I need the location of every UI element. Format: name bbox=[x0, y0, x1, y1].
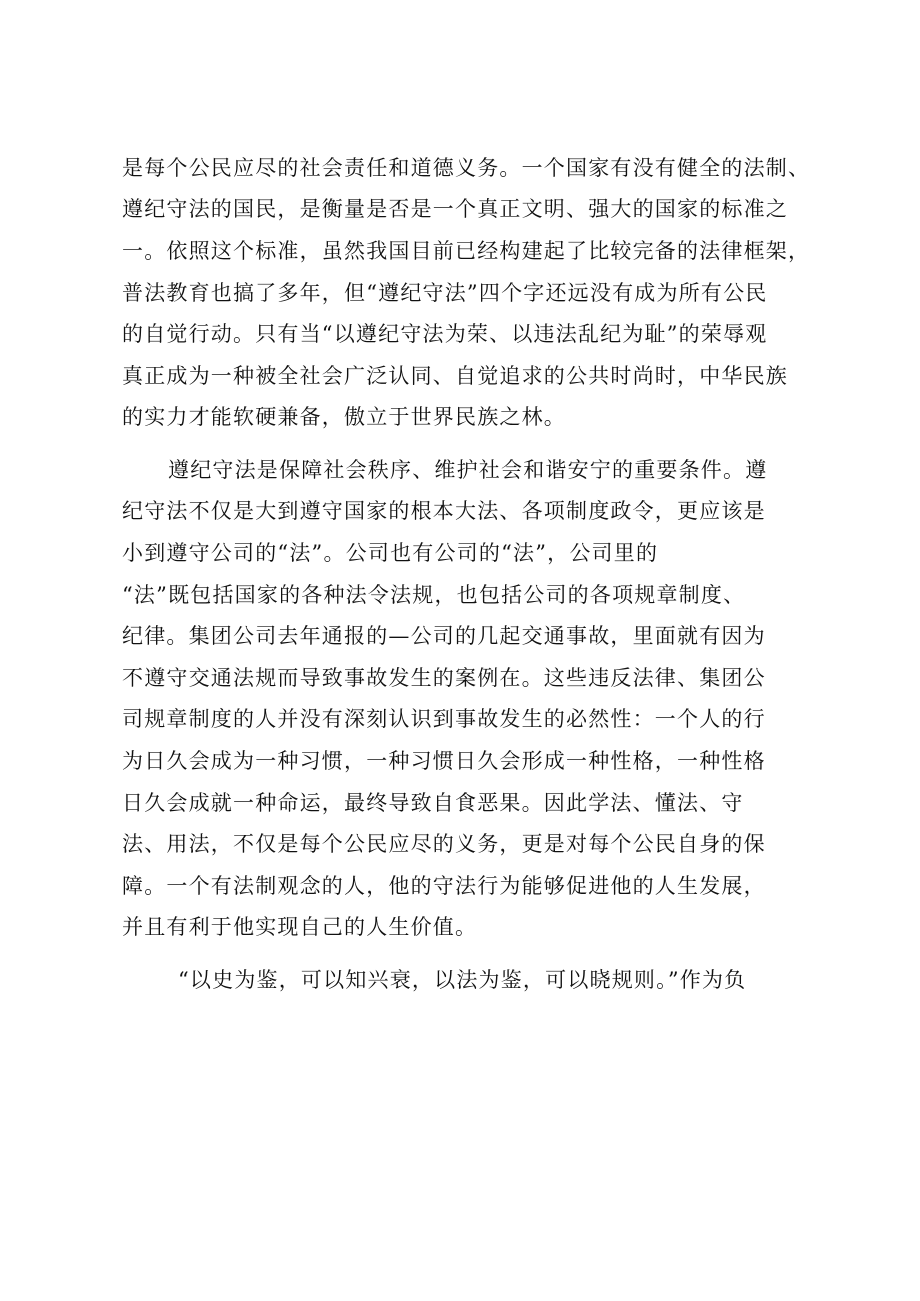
text-line: 小到遵守公司的“法”。公司也有公司的“法”，公司里的 bbox=[122, 541, 659, 565]
text-line: “法”既包括国家的各种法令法规，也包括公司的各项规章制度、 bbox=[122, 583, 746, 607]
text-line: 司规章制度的人并没有深刻认识到事故发生的必然性：一个人的行 bbox=[122, 707, 766, 731]
text-line: 纪守法不仅是大到遵守国家的根本大法、各项制度政令，更应该是 bbox=[122, 499, 766, 523]
text-line: 真正成为一种被全社会广泛认同、自觉追求的公共时尚时，中华民族 bbox=[122, 364, 788, 388]
text-line: 遵纪守法的国民，是衡量是否是一个真正文明、强大的国家的标准之 bbox=[122, 197, 788, 221]
text-line: 并且有利于他实现自己的人生价值。 bbox=[122, 915, 478, 939]
text-line: 普法教育也搞了多年，但“遵纪守法”四个字还远没有成为所有公民 bbox=[122, 281, 768, 305]
text-line: 一。依照这个标准，虽然我国目前已经构建起了比较完备的法律框架， bbox=[122, 239, 811, 263]
text-line: 纪律。集团公司去年通报的—公司的几起交通事故，里面就有因为 bbox=[122, 624, 766, 648]
text-line: “以史为鉴，可以知兴衰，以法为鉴，可以晓规则。”作为负 bbox=[178, 968, 747, 992]
text-line: 是每个公民应尽的社会责任和道德义务。一个国家有没有健全的法制、 bbox=[122, 156, 811, 180]
text-line: 遵纪守法是保障社会秩序、维护社会和谐安宁的重要条件。遵 bbox=[168, 458, 768, 482]
text-line: 不遵守交通法规而导致事故发生的案例在。这些违反法律、集团公 bbox=[122, 666, 766, 690]
text-line: 法、用法，不仅是每个公民应尽的义务，更是对每个公民自身的保 bbox=[122, 832, 766, 856]
text-line: 的自觉行动。只有当“以遵纪守法为荣、以违法乱纪为耻”的荣辱观 bbox=[122, 322, 768, 346]
text-line: 障。一个有法制观念的人，他的守法行为能够促进他的人生发展， bbox=[122, 874, 766, 898]
text-line: 的实力才能软硬兼备，傲立于世界民族之林。 bbox=[122, 405, 566, 429]
text-line: 日久会成就一种命运，最终导致自食恶果。因此学法、懂法、守 bbox=[122, 791, 744, 815]
text-line: 为日久会成为一种习惯，一种习惯日久会形成一种性格，一种性格 bbox=[122, 749, 766, 773]
